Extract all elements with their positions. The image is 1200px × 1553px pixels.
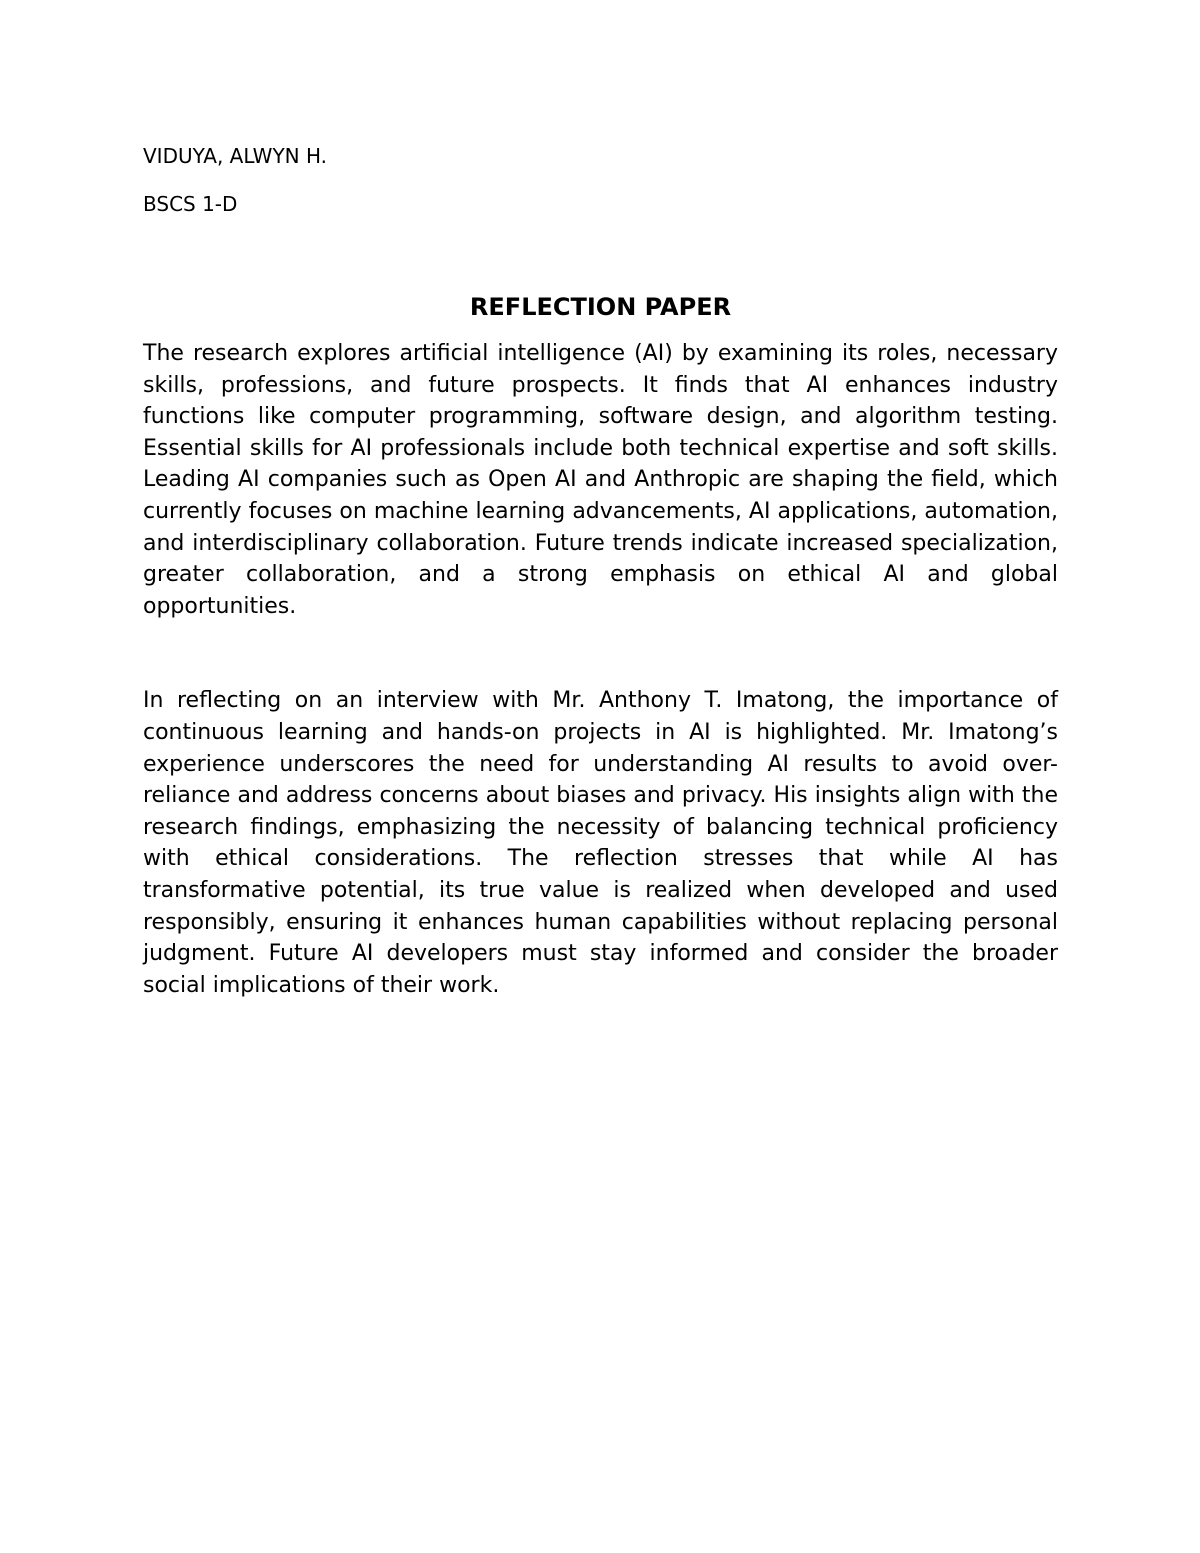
document-body bbox=[143, 142, 1058, 1001]
page-title: REFLECTION PAPER bbox=[469, 293, 732, 321]
student-name: VIDUYA, ALWYN H. bbox=[143, 144, 328, 168]
course-section: BSCS 1-D bbox=[143, 192, 238, 216]
paragraph-interview-reflection: In reflecting on an interview with Mr. Anthony T. Imatong, the importance of continuous learning and hands-on projects in AI is highlighted. Mr. Imatong’s experience underscores the need for understanding AI results to avoid over-reliance and address concerns about biases and privacy. His insights align with the research findings, emphasizing the necessity of balancing technical proficiency with ethical considerations. The reflection stresses that while AI has transformative potential, its true value is realized when developed and used responsibly, ensuring it enhances human capabilities without replacing personal judgment. Future AI developers must stay informed and consider the broader social implications of their work. bbox=[143, 688, 1058, 998]
paragraph-research-summary: The research explores artificial intelligence (AI) by examining its roles, necessary skills, professions, and future prospects. It finds that AI enhances industry functions like computer programming, software design, and algorithm testing. Essential skills for AI professionals include both technical expertise and soft skills. Leading AI companies such as Open AI and Anthropic are shaping the field, which currently focuses on machine learning advancements, AI applications, automation, and interdisciplinary collaboration. Future trends indicate increased specialization, greater collaboration, and a strong emphasis on ethical AI and global opportunities. bbox=[143, 341, 1058, 619]
